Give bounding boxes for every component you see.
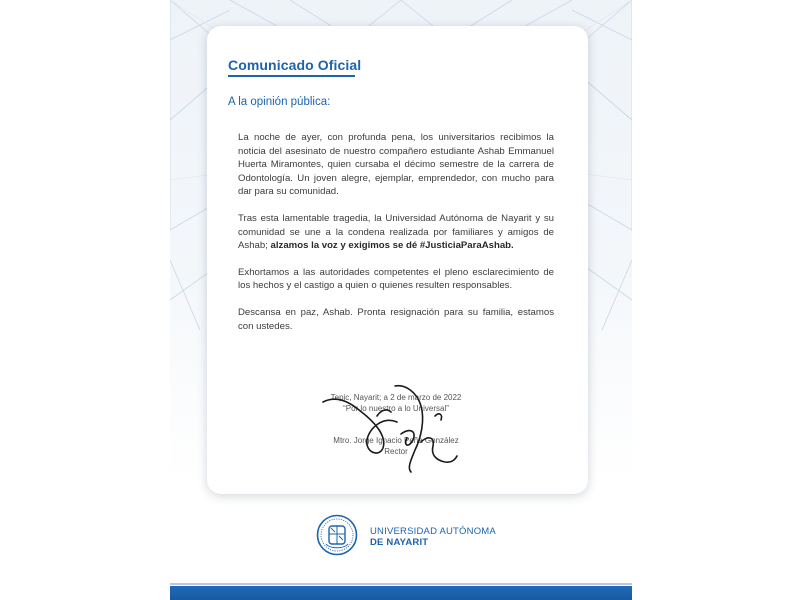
paragraph-2-bold: alzamos la voz y exigimos se dé #JusticiaParaAshab. [270,240,514,252]
salutation: A la opinión pública: [228,96,331,108]
footer-band [170,586,632,600]
communique-poster [170,0,632,600]
paragraph-2-text: Tras esta lamentable tragedia, la Universidad Autónoma de Nayarit y su comunidad se une a la condena realizada por familiares y amigos de Ashab; [238,212,554,252]
university-name-line2: DE NAYARIT [370,536,429,548]
place-date: Tepic, Nayarit; a 2 de marzo de 2022 [330,393,462,402]
paragraph-2 [238,212,554,253]
signatory-role: Rector [384,446,408,456]
motto: “Por lo nuestro a lo Universal” [343,403,449,413]
page-title: Comunicado Oficial [228,57,362,73]
handwritten-signature [317,376,467,476]
university-seal-icon [316,514,358,556]
title-underline [228,75,355,77]
letter-card [207,26,588,494]
signatory-name: Mtro. Jorge Ignacio Peña González [333,436,459,445]
paragraph-3: Exhortamos a las autoridades competentes el pleno esclarecimiento de los hechos y el castigo a quien o quienes resulten responsables. [238,266,554,292]
university-wordmark [370,527,496,548]
letter-body [238,131,554,346]
paragraph-1: La noche de ayer, con profunda pena, los universitarios recibimos la noticia del asesinato de nuestro compañero estudiante Ashab Emmanuel Huerta Miramontes, quien cursaba el décimo semestre de la carrera de Odontología. Un joven alegre, ejemplar, emprendedor, con mucho para dar para su comunidad. [238,132,554,198]
paragraph-4: Descansa en paz, Ashab. Pronta resignación para su familia, estamos con ustedes. [238,306,554,332]
university-name-line1: UNIVERSIDAD AUTÓNOMA [370,526,496,537]
